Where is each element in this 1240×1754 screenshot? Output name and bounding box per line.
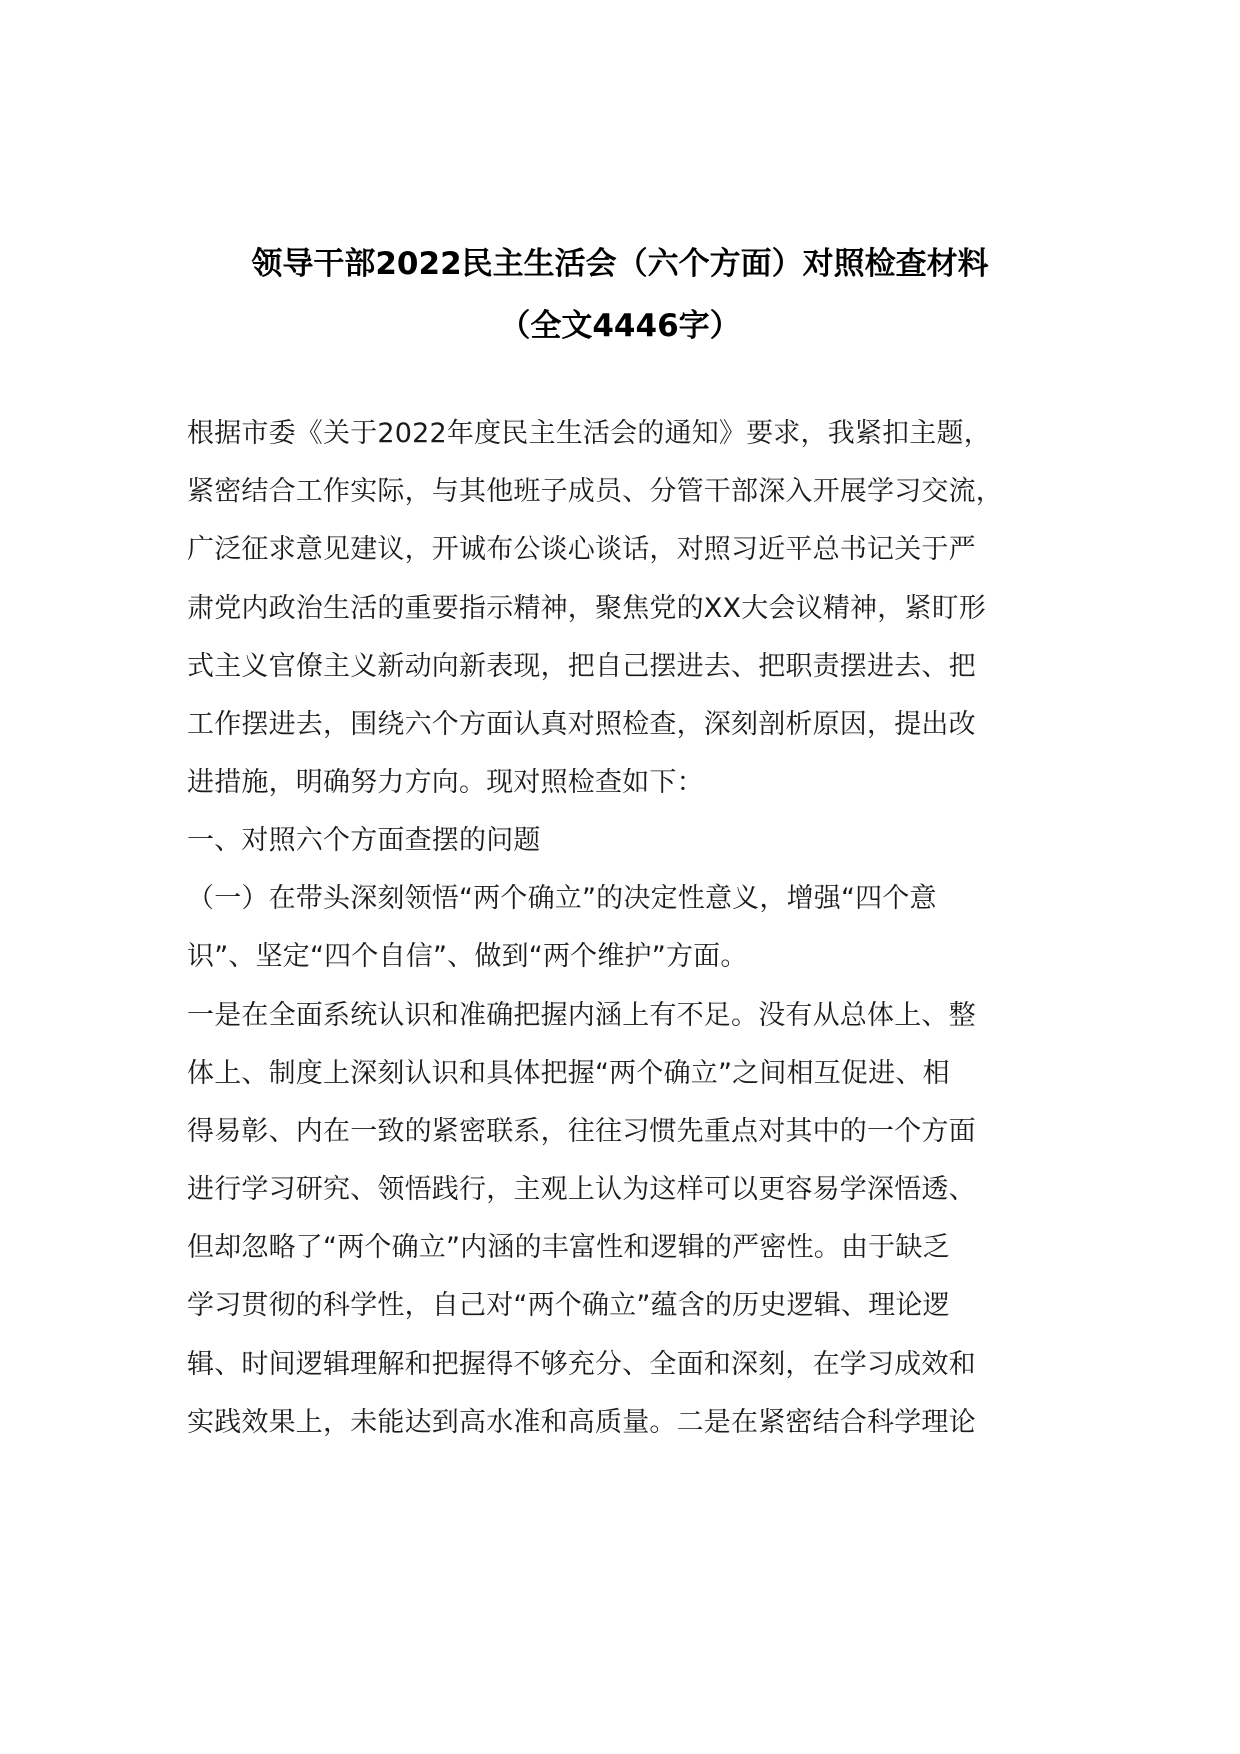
body-line: 一是在全面系统认识和准确把握内涵上有不足。没有从总体上、整 — [187, 1000, 976, 1031]
body-line: 紧密结合工作实际，与其他班子成员、分管干部深入开展学习交流， — [187, 476, 1003, 507]
body-line: 但却忽略了“两个确立”内涵的丰富性和逻辑的严密性。由于缺乏 — [187, 1232, 950, 1263]
body-line: 得易彰、内在一致的紧密联系，往往习惯先重点对其中的一个方面 — [187, 1116, 976, 1147]
body-line: 根据市委《关于2022年度民主生活会的通知》要求，我紧扣主题， — [187, 418, 991, 449]
body-line: 辑、时间逻辑理解和把握得不够充分、全面和深刻，在学习成效和 — [187, 1349, 976, 1380]
subsection-heading: （一）在带头深刻领悟“两个确立”的决定性意义，增强“四个意 — [187, 883, 937, 914]
body-line: 实践效果上，未能达到高水准和高质量。二是在紧密结合科学理论 — [187, 1407, 976, 1438]
body-line: 体上、制度上深刻认识和具体把握“两个确立”之间相互促进、相 — [187, 1058, 950, 1089]
document-title: 领导干部2022民主生活会（六个方面）对照检查材料 — [251, 246, 989, 282]
body-line: 进措施，明确努力方向。现对照检查如下： — [187, 767, 704, 798]
body-line: 肃党内政治生活的重要指示精神，聚焦党的XX大会议精神，紧盯形 — [187, 593, 986, 624]
body-line: 进行学习研究、领悟践行，主观上认为这样可以更容易学深悟透、 — [187, 1174, 976, 1205]
section-heading: 一、对照六个方面查摆的问题 — [187, 825, 541, 856]
document-subtitle-word-count: （全文4446字） — [499, 308, 741, 344]
body-line: 工作摆进去，围绕六个方面认真对照检查，深刻剖析原因，提出改 — [187, 709, 976, 740]
subsection-heading: 识”、坚定“四个自信”、做到“两个维护”方面。 — [187, 941, 748, 972]
body-line: 学习贯彻的科学性，自己对“两个确立”蕴含的历史逻辑、理论逻 — [187, 1290, 950, 1321]
body-line: 广泛征求意见建议，开诚布公谈心谈话，对照习近平总书记关于严 — [187, 534, 976, 565]
body-line: 式主义官僚主义新动向新表现，把自己摆进去、把职责摆进去、把 — [187, 651, 976, 682]
